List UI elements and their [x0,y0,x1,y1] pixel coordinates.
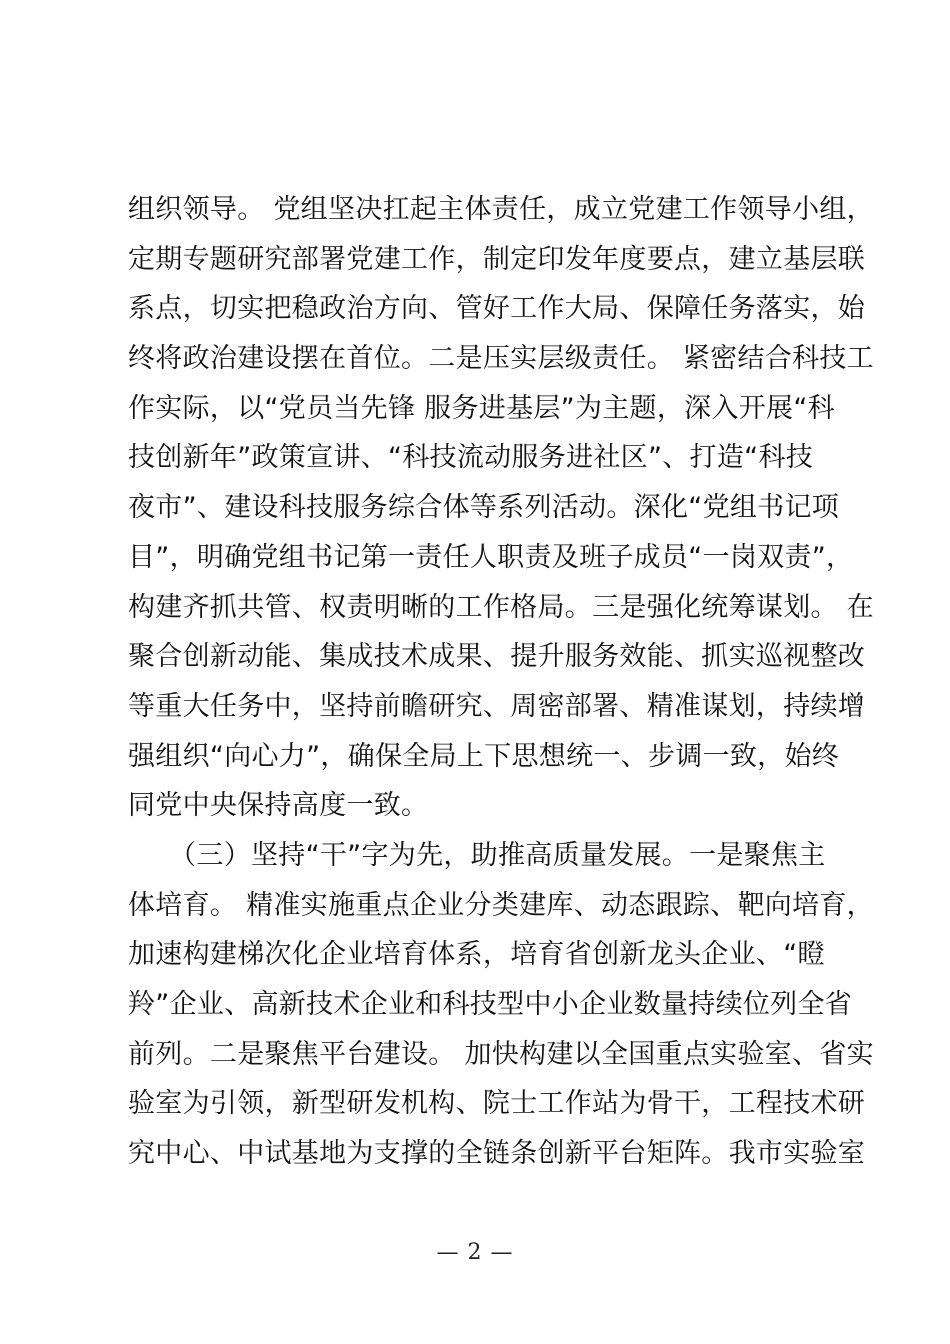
text-line: 定期专题研究部署党建工作，制定印发年度要点，建立基层联 [128,243,866,275]
text-line: 等重大任务中，坚持前瞻研究、周密部署、精准谋划，持续增 [128,690,866,722]
text-line: 羚”企业、高新技术企业和科技型中小企业数量持续位列全省 [128,989,853,1020]
page-number: — 2 — [436,1240,514,1265]
text-line: 究中心、中试基地为支撑的全链条创新平台矩阵。我市实验室 [128,1138,866,1170]
text-line: 验室为引领，新型研发机构、院士工作站为骨干，工程技术研 [128,1088,866,1120]
text-line: 加速构建梯次化企业培育体系，培育省创新龙头企业、“瞪 [128,939,825,971]
text-line: 技创新年”政策宣讲、“科技流动服务进社区”、打造“科技 [128,442,814,474]
text-line: 目”，明确党组书记第一责任人职责及班子成员“一岗双责”， [128,541,854,573]
text-line: 强组织“向心力”，确保全局上下思想统一、步调一致，始终 [128,740,840,772]
text-line: 同党中央保持高度一致。 [128,790,429,822]
text-line: 系点，切实把稳政治方向、管好工作大局、保障任务落实，始 [128,293,866,325]
text-line: （三）坚持“干”字为先，助推高质量发展。一是聚焦主 [128,839,826,871]
text-line: 夜市”、建设科技服务综合体等系列活动。深化“党组书记项 [128,492,840,524]
text-line: 体培育。 精准实施重点企业分类建库、动态跟踪、靶向培育， [128,889,874,921]
text-line: 构建齐抓共管、权责明晰的工作格局。三是强化统筹谋划。 在 [128,591,874,623]
text-line: 终将政治建设摆在首位。二是压实层级责任。 紧密结合科技工 [128,343,874,375]
text-line: 组织领导。 党组坚决扛起主体责任，成立党建工作领导小组， [128,194,874,225]
document-body [128,185,874,1179]
text-line: 聚合创新动能、集成技术成果、提升服务效能、抓实巡视整改 [128,641,866,673]
text-line: 前列。二是聚焦平台建设。 加快构建以全国重点实验室、省实 [128,1038,874,1070]
text-line: 作实际，以“党员当先锋 服务进基层”为主题，深入开展“科 [128,392,835,424]
